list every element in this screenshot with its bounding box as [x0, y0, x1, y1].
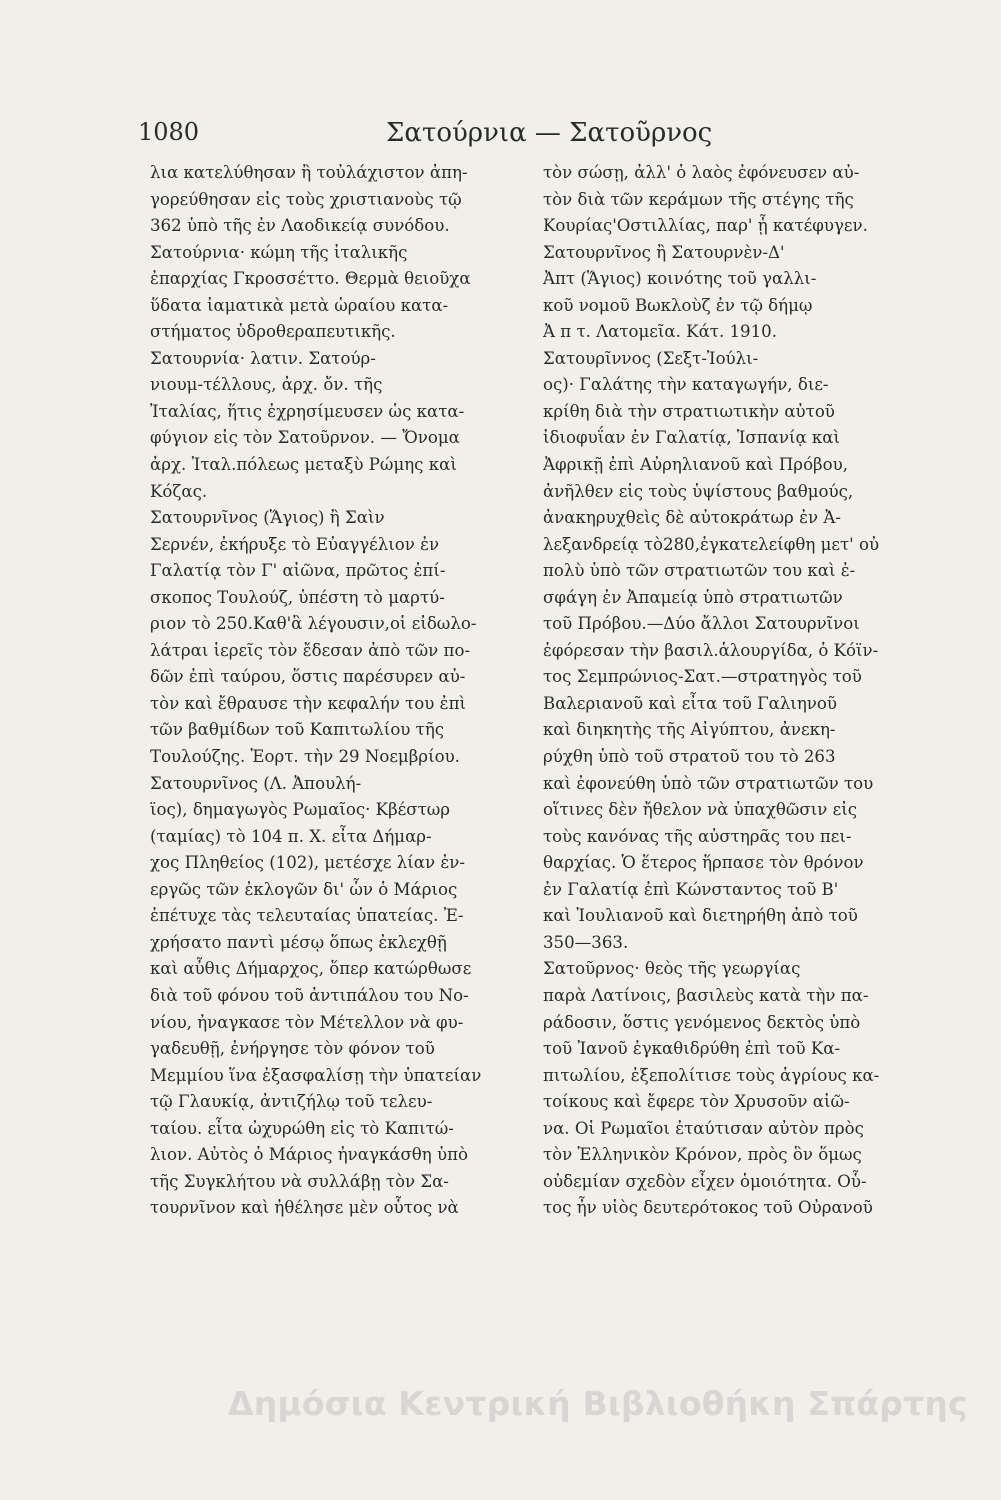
text-line: τοῦ Πρόβου.—Δύο ἄλλοι Σατουρνῖνοι	[543, 614, 860, 634]
text-line: γαδευθῇ, ἐνήργησε τὸν φόνον τοῦ	[150, 1039, 435, 1059]
text-line: θαρχίας. Ὁ ἕτερος ἥρπασε τὸν θρόνον	[543, 853, 864, 873]
text-line: Ἀ π τ. Λατομεῖα. Κάτ. 1910.	[543, 322, 778, 342]
text-line: τοῦ Ἰανοῦ ἐγκαθιδρύθη ἐπὶ τοῦ Κα-	[543, 1039, 841, 1059]
text-line: τῷ Γλαυκίᾳ, ἀντιζήλῳ τοῦ τελευ-	[150, 1092, 433, 1112]
text-line: ἐπαρχίας Γκροσσέττο. Θερμὰ θειοῦχα	[150, 269, 471, 289]
text-line: σκοπος Τουλούζ, ὑπέστη τὸ μαρτύ-	[150, 587, 445, 607]
text-line: Ἀφρικῇ ἐπὶ Αὐρηλιανοῦ καὶ Πρόβου,	[543, 455, 848, 475]
text-line: λιον. Αὐτὸς ὁ Μάριος ἠναγκάσθη ὑπὸ	[150, 1145, 468, 1165]
text-line: ἀνῆλθεν εἰς τοὺς ὑψίστους βαθμούς,	[543, 481, 854, 501]
text-line: τουρνῖνον καὶ ἠθέλησε μὲν οὗτος νὰ	[150, 1198, 459, 1218]
text-line: τὸν διὰ τῶν κεράμων τῆς στέγης τῆς	[543, 189, 854, 209]
library-watermark: Δημόσια Κεντρική Βιβλιοθήκη Σπάρτης	[228, 1384, 968, 1423]
text-line: καὶ αὖθις Δήμαρχος, ὅπερ κατώρθωσε	[150, 959, 472, 979]
text-line: Σατουρνῖνος (Ἅγιος) ἢ Σαὶν	[150, 508, 385, 528]
text-line: στήματος ὑδροθεραπευτικῆς.	[150, 322, 396, 342]
text-line: φύγιον εἰς τὸν Σατοῦρνον. — Ὄνομα	[150, 428, 460, 448]
page-number: 1080	[138, 118, 200, 146]
text-line: Κουρίας'Οστιλλίας, παρ' ᾗ κατέφυγεν.	[543, 216, 868, 236]
text-line: ος)· Γαλάτης τὴν καταγωγήν, διε-	[543, 375, 829, 395]
text-line: καὶ ἐφονεύθη ὑπὸ τῶν στρατιωτῶν του	[543, 773, 874, 793]
text-line: τος ἦν υἱὸς δευτερότοκος τοῦ Οὐρανοῦ	[543, 1198, 873, 1218]
text-line: ταίου. εἶτα ὠχυρώθη εἰς τὸ Καπιτώ-	[150, 1118, 454, 1138]
text-line: 362 ὑπὸ τῆς ἐν Λαοδικείᾳ συνόδου.	[150, 216, 450, 236]
text-line: Σατουρνῖνος ἢ Σατουρνὲν-Δ'	[543, 242, 785, 262]
text-line: οἵτινες δὲν ἤθελον νὰ ὑπαχθῶσιν εἰς	[543, 800, 858, 820]
text-line: τὸν Ἑλληνικὸν Κρόνον, πρὸς ὃν ὅμως	[543, 1145, 862, 1165]
text-line: Σατουρνῖνος (Λ. Ἀπουλή-	[150, 773, 362, 793]
text-line: ἀνακηρυχθεὶς δὲ αὐτοκράτωρ ἐν Ἀ-	[543, 508, 841, 528]
text-line: σφάγη ἐν Ἀπαμείᾳ ὑπὸ στρατιωτῶν	[543, 587, 843, 607]
text-line: νίου, ἠναγκασε τὸν Μέτελλον νὰ φυ-	[150, 1012, 464, 1032]
text-line: πολὺ ὑπὸ τῶν στρατιωτῶν του καὶ ἐ-	[543, 561, 856, 581]
text-line: ἰδιοφυΐαν ἐν Γαλατίᾳ, Ἱσπανίᾳ καὶ	[543, 428, 841, 448]
running-head: Σατούρνια — Σατοῦρνος	[386, 118, 713, 148]
text-line: χρήσατο παντὶ μέσῳ ὅπως ἐκλεχθῇ	[150, 932, 447, 952]
text-line: Σατούρνια· κώμη τῆς ἰταλικῆς	[150, 242, 408, 262]
text-line: Βαλεριανοῦ καὶ εἶτα τοῦ Γαλιηνοῦ	[543, 693, 837, 713]
text-line: Μεμμίου ἵνα ἐξασφαλίσῃ τὴν ὑπατείαν	[150, 1065, 482, 1085]
text-line: Σατοῦρνος· θεὸς τῆς γεωργίας	[543, 959, 801, 979]
text-line: Ἀπτ (Ἅγιος) κοινότης τοῦ γαλλι-	[543, 269, 817, 289]
text-line: (ταμίας) τὸ 104 π. Χ. εἶτα Δήμαρ-	[150, 826, 432, 846]
text-line: τος Σεμπρώνιος-Σατ.—στρατηγὸς τοῦ	[543, 667, 862, 687]
text-line: λεξανδρείᾳ τὸ280,ἐγκατελείφθη μετ' οὐ	[543, 534, 880, 554]
text-line: τῶν βαθμίδων τοῦ Καπιτωλίου τῆς	[150, 720, 445, 740]
text-line: λάτραι ἱερεῖς τὸν ἔδεσαν ἀπὸ τῶν πο-	[150, 640, 471, 660]
right-text-column	[543, 160, 921, 1222]
text-line: ἐπέτυχε τὰς τελευταίας ὑπατείας. Ἐ-	[150, 906, 464, 926]
text-line: Κόζας.	[150, 481, 208, 501]
text-line: πιτωλίου, ἐξεπολίτισε τοὺς ἀγρίους κα-	[543, 1065, 880, 1085]
text-line: δῶν ἐπὶ ταύρου, ὅστις παρέσυρεν αὐ-	[150, 667, 466, 687]
text-line: κρίθη διὰ τὴν στρατιωτικὴν αὐτοῦ	[543, 401, 835, 421]
text-line: τὸν σώσῃ, ἀλλ' ὁ λαὸς ἐφόνευσεν αὐ-	[543, 163, 860, 182]
text-line: ριον τὸ 250.Καθ'ἃ λέγουσιν,οἱ εἰδωλο-	[150, 614, 477, 634]
left-text-column	[150, 160, 512, 1222]
text-line: εργῶς τῶν ἐκλογῶν δι' ὧν ὁ Μάριος	[150, 879, 458, 899]
text-line: Σατουρῖννος (Σεξτ-Ἰούλι-	[543, 348, 759, 368]
text-line: ϊος), δημαγωγὸς Ρωμαῖος· Κβέστωρ	[150, 800, 451, 820]
text-line: νιουμ-τέλλους, ἀρχ. ὄν. τῆς	[150, 375, 383, 395]
text-line: καὶ διηκητὴς τῆς Αἰγύπτου, ἀνεκη-	[543, 720, 836, 740]
text-line: διὰ τοῦ φόνου τοῦ ἀντιπάλου του Νο-	[150, 985, 469, 1005]
text-line: ἀρχ. Ἰταλ.πόλεως μεταξὺ Ρώμης καὶ	[150, 455, 457, 475]
text-line: κοῦ νομοῦ Βωκλοὺζ ἐν τῷ δήμῳ	[543, 295, 813, 315]
text-line: τῆς Συγκλήτου νὰ συλλάβῃ τὸν Σα-	[150, 1171, 449, 1191]
text-line: Σατουρνία· λατιν. Σατούρ-	[150, 348, 376, 368]
text-line: ρύχθη ὑπὸ τοῦ στρατοῦ του τὸ 263	[543, 747, 836, 767]
text-line: Σερνέν, ἐκήρυξε τὸ Εὐαγγέλιον ἐν	[150, 534, 440, 554]
page-header	[138, 118, 863, 158]
text-line: Γαλατίᾳ τὸν Γ' αἰῶνα, πρῶτος ἐπί-	[150, 561, 446, 581]
text-line: να. Οἱ Ρωμαῖοι ἐταύτισαν αὐτὸν πρὸς	[543, 1118, 864, 1138]
text-line: τὸν καὶ ἔθραυσε τὴν κεφαλήν του ἐπὶ	[150, 693, 466, 713]
text-line: ἐφόρεσαν τὴν βασιλ.ἁλουργίδα, ὁ Κόϊν-	[543, 640, 879, 660]
text-line: γορεύθησαν εἰς τοὺς χριστιανοὺς τῷ	[150, 189, 462, 209]
text-line: ὕδατα ἰαματικὰ μετὰ ὡραίου κατα-	[150, 295, 449, 315]
text-line: λια κατελύθησαν ἢ τοὐλάχιστον ἀπη-	[150, 163, 468, 182]
text-line: τοίκους καὶ ἔφερε τὸν Χρυσοῦν αἰῶ-	[543, 1092, 850, 1112]
text-line: καὶ Ἰουλιανοῦ καὶ διετηρήθη ἀπὸ τοῦ	[543, 906, 858, 926]
text-line: χος Πληθείος (102), μετέσχε λίαν ἐν-	[150, 853, 465, 873]
text-line: Τουλούζης. Ἑορτ. τὴν 29 Νοεμβρίου.	[150, 747, 460, 767]
text-line: ράδοσιν, ὅστις γενόμενος δεκτὸς ὑπὸ	[543, 1012, 861, 1032]
text-line: 350—363.	[543, 932, 629, 952]
text-line: ἐν Γαλατίᾳ ἐπὶ Κώνσταντος τοῦ Β'	[543, 879, 839, 899]
text-line: οὐδεμίαν σχεδὸν εἶχεν ὁμοιότητα. Οὗ-	[543, 1171, 867, 1191]
text-line: Ἰταλίας, ἥτις ἐχρησίμευσεν ὡς κατα-	[150, 401, 465, 421]
text-line: παρὰ Λατίνοις, βασιλεὺς κατὰ τὴν πα-	[543, 985, 869, 1005]
text-line: τοὺς κανόνας τῆς αὐστηρᾶς του πει-	[543, 826, 852, 846]
